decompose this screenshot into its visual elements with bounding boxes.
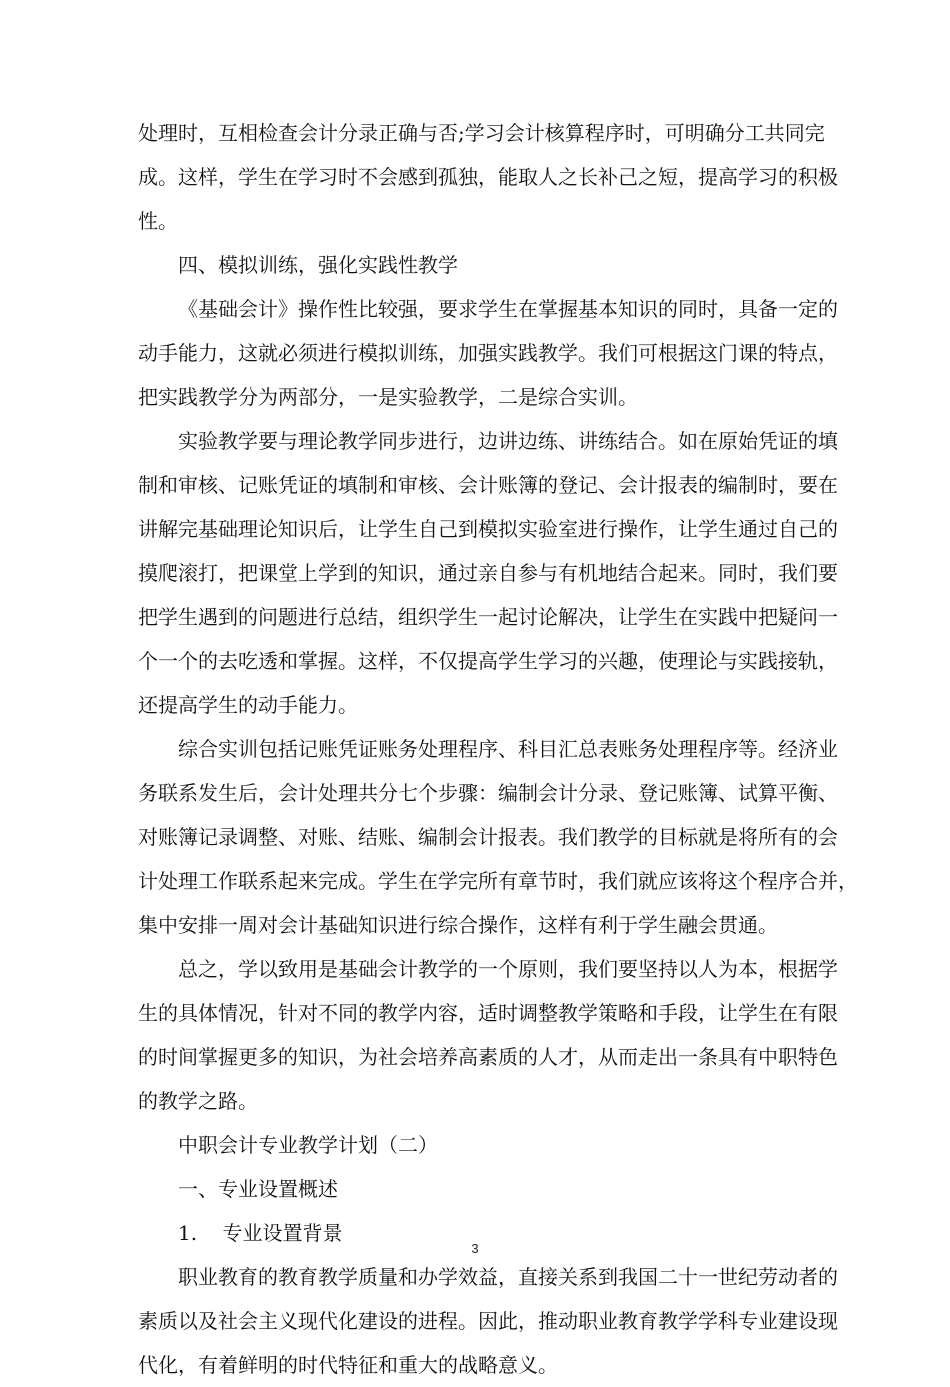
paragraph-p-experiment bbox=[138, 419, 838, 727]
text-line: 制和审核、记账凭证的填制和审核、会计账簿的登记、会计报表的编制时，要在 bbox=[138, 473, 838, 497]
text-line: 还提高学生的动手能力。 bbox=[138, 693, 358, 717]
paragraph-p-continued bbox=[138, 111, 838, 243]
text-line: 对账簿记录调整、对账、结账、编制会计报表。我们教学的目标就是将所有的会 bbox=[138, 825, 838, 849]
paragraph-p-background bbox=[138, 1255, 838, 1387]
text-line: 实验教学要与理论教学同步进行，边讲边练、讲练结合。如在原始凭证的填 bbox=[178, 429, 838, 453]
text-line: 集中安排一周对会计基础知识进行综合操作，这样有利于学生融会贯通。 bbox=[138, 913, 778, 937]
text-line: 成。这样，学生在学习时不会感到孤独，能取人之长补己之短，提高学习的积极 bbox=[138, 165, 838, 189]
text-line: 总之，学以致用是基础会计教学的一个原则，我们要坚持以人为本，根据学 bbox=[178, 957, 838, 981]
paragraph-h-plan-two bbox=[138, 1123, 822, 1167]
text-line: 个一个的去吃透和掌握。这样，不仅提高学生学习的兴趣，使理论与实践接轨， bbox=[138, 649, 838, 673]
text-line: 1. 专业设置背景 bbox=[178, 1221, 343, 1245]
text-line: 代化，有着鲜明的时代特征和重大的战略意义。 bbox=[138, 1353, 558, 1377]
paragraph-p-summary bbox=[138, 947, 838, 1123]
page-number: 3 bbox=[471, 1241, 479, 1256]
document-body bbox=[138, 111, 858, 1387]
text-line: 四、模拟训练，强化实践性教学 bbox=[178, 253, 458, 277]
text-line: 职业教育的教育教学质量和办学效益，直接关系到我国二十一世纪劳动者的 bbox=[178, 1265, 838, 1289]
text-line: 素质以及社会主义现代化建设的进程。因此，推动职业教育教学学科专业建设现 bbox=[138, 1309, 838, 1333]
text-line: 中职会计专业教学计划（二） bbox=[178, 1133, 438, 1157]
text-line: 生的具体情况，针对不同的教学内容，适时调整教学策略和手段，让学生在有限 bbox=[138, 1001, 838, 1025]
text-line: 的时间掌握更多的知识，为社会培养高素质的人才，从而走出一条具有中职特色 bbox=[138, 1045, 838, 1069]
text-line: 计处理工作联系起来完成。学生在学完所有章节时，我们就应该将这个程序合并， bbox=[138, 869, 858, 893]
text-line: 处理时，互相检查会计分录正确与否;学习会计核算程序时，可明确分工共同完 bbox=[138, 121, 825, 145]
text-line: 把实践教学分为两部分，一是实验教学，二是综合实训。 bbox=[138, 385, 638, 409]
text-line: 的教学之路。 bbox=[138, 1089, 258, 1113]
paragraph-h-four bbox=[138, 243, 822, 287]
paragraph-p-comprehensive bbox=[138, 727, 858, 947]
text-line: 讲解完基础理论知识后，让学生自己到模拟实验室进行操作，让学生通过自己的 bbox=[138, 517, 838, 541]
text-line: 动手能力，这就必须进行模拟训练，加强实践教学。我们可根据这门课的特点， bbox=[138, 341, 838, 365]
text-line: 摸爬滚打，把课堂上学到的知识，通过亲自参与有机地结合起来。同时，我们要 bbox=[138, 561, 838, 585]
text-line: 综合实训包括记账凭证账务处理程序、科目汇总表账务处理程序等。经济业 bbox=[178, 737, 838, 761]
text-line: 性。 bbox=[138, 209, 178, 233]
text-line: 务联系发生后，会计处理共分七个步骤：编制会计分录、登记账簿、试算平衡、 bbox=[138, 781, 838, 805]
paragraph-p-basic-accounting bbox=[138, 287, 838, 419]
paragraph-h-one bbox=[138, 1167, 822, 1211]
text-line: 把学生遇到的问题进行总结，组织学生一起讨论解决，让学生在实践中把疑问一 bbox=[138, 605, 838, 629]
text-line: 《基础会计》操作性比较强，要求学生在掌握基本知识的同时，具备一定的 bbox=[178, 297, 838, 321]
text-line: 一、专业设置概述 bbox=[178, 1177, 338, 1201]
